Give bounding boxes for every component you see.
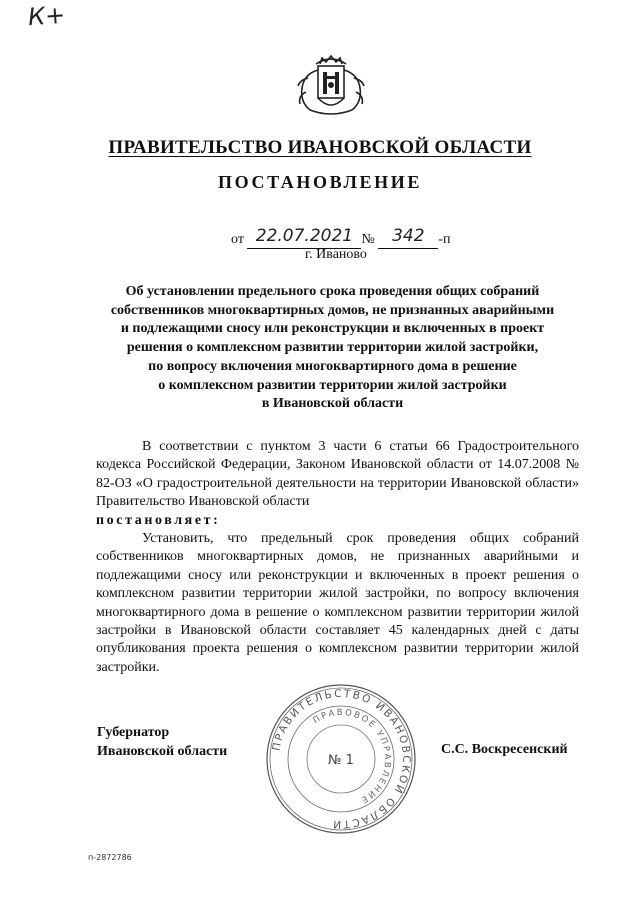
signatory-name: С.С. Воскресенский	[441, 742, 568, 757]
decree-word: постановляет:	[96, 512, 221, 528]
preamble-paragraph: В соответствии с пунктом 3 части 6 статьи 66 Градостроительного кодекса Российской Федерации, Законом Ивановской области от 14.07.2008 № 82-ОЗ «О градостроительной деятельности на территории Ивановской области» Правительство Ивановской области	[96, 439, 579, 510]
document-subject	[0, 283, 640, 414]
government-title: ПРАВИТЕЛЬСТВО ИВАНОВСКОЙ ОБЛАСТИ	[108, 137, 532, 158]
number-suffix: -п	[438, 232, 451, 247]
subject-line: о комплексном развитии территории жилой застройки	[158, 377, 507, 393]
position-line: Ивановской области	[97, 744, 228, 759]
date-number-line	[231, 228, 450, 249]
document-body	[96, 438, 579, 677]
position-line: Губернатор	[97, 725, 170, 740]
seal-inner-text: ПРАВОВОЕ УПРАВЛЕНИЕ	[311, 707, 393, 806]
document-code: п-2872786	[88, 853, 132, 862]
subject-line: Об установлении предельного срока проведения общих собраний	[125, 284, 540, 299]
signatory-position	[97, 723, 227, 761]
document-type-title: ПОСТАНОВЛЕНИЕ	[218, 172, 422, 192]
resolution-paragraph: Установить, что предельный срок проведения общих собраний собственников многоквартирных домов, не признанных аварийными и подлежащими сносу или реконструкции и включенных в проект решения о комплексном развитии территории жилой застройки, по вопросу включения многоквартирного дома в решение о комплексном развитии территории жилой застройки в Ивановской области составляет 45 календарных дней с даты опубликования проекта решения о комплексном развитии территории жилой застройки.	[96, 531, 579, 675]
official-seal-stamp	[264, 682, 418, 836]
number-sign: №	[361, 232, 375, 247]
subject-line: решения о комплексном развитии территории жилой застройки,	[126, 340, 539, 356]
subject-line: собственников многоквартирных домов, не признанных аварийными	[110, 302, 555, 318]
city-name: г. Иваново	[305, 247, 367, 262]
handwritten-date: 22.07.2021	[255, 226, 354, 246]
subject-line: по вопросу включения многоквартирного дома в решение	[148, 358, 517, 374]
seal-center-text: № 1	[328, 753, 354, 768]
coat-of-arms-icon	[296, 52, 366, 120]
date-prefix: от	[231, 232, 244, 247]
handwritten-corner-mark: К+	[27, 0, 67, 32]
handwritten-number: 342	[392, 226, 425, 246]
seal-outer-text: ПРАВИТЕЛЬСТВО ИВАНОВСКОЙ ОБЛАСТИ	[270, 687, 413, 831]
subject-line: и подлежащими сносу или реконструкции и включенных в проект	[120, 321, 545, 337]
subject-line: в Ивановской области	[261, 396, 404, 412]
